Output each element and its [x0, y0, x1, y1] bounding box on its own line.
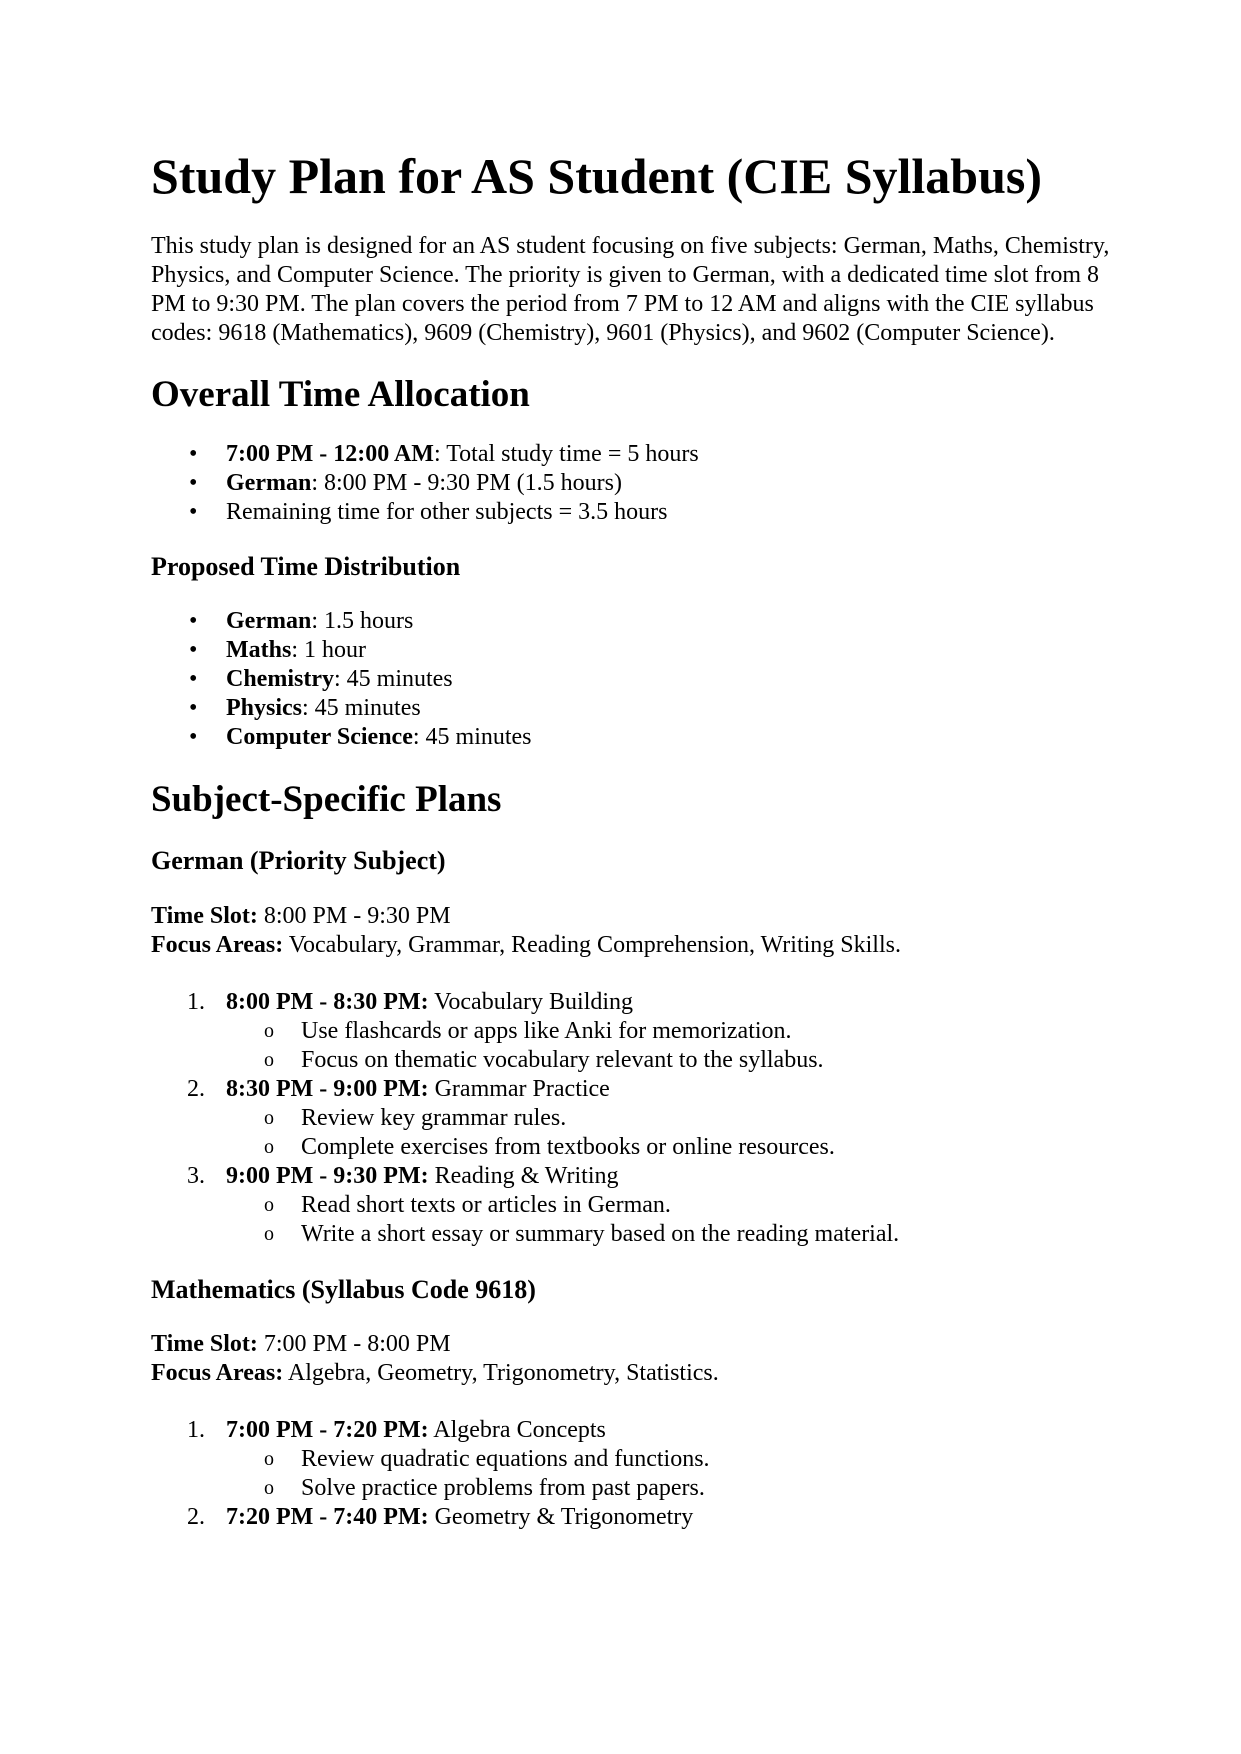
circle-bullet-icon: o [264, 1476, 274, 1499]
item-bold: Physics [226, 695, 303, 722]
sub-item [226, 1133, 1121, 1162]
circle-bullet-icon: o [264, 1048, 274, 1071]
time-slot-line [151, 902, 1121, 931]
list-item [151, 694, 1121, 723]
step-title: Grammar Practice [428, 1075, 610, 1102]
bullet-icon: • [189, 440, 198, 467]
german-steps [151, 988, 1121, 1249]
sub-item [226, 1445, 1121, 1474]
circle-bullet-icon: o [264, 1106, 274, 1129]
item-bold: German [226, 469, 312, 496]
step-time: 9:00 PM - 9:30 PM: [226, 1162, 429, 1189]
list-item [151, 723, 1121, 752]
step-item [151, 1075, 1121, 1162]
item-bold: Chemistry [226, 666, 334, 693]
step-subitems [226, 1017, 1121, 1075]
step-subitems [226, 1191, 1121, 1249]
circle-bullet-icon: o [264, 1447, 274, 1470]
item-text: : 1 hour [291, 637, 367, 664]
focus-areas-label: Focus Areas: [151, 1359, 284, 1386]
sub-item [226, 1191, 1121, 1220]
item-text: : Total study time = 5 hours [433, 440, 699, 467]
intro-paragraph: This study plan is designed for an AS student focusing on five subjects: German, Maths, Chemistry, Physics, and Computer Science. The priority is given to German, with a dedicated time slot from 8 PM to 9:30 PM. The plan covers the period from 7 PM to 12 AM and aligns with the CIE syllabus codes: 9618 (Mathematics), 9609 (Chemistry), 9601 (Physics), and 9602 (Computer Science). [151, 232, 1110, 346]
bullet-icon: • [189, 666, 198, 693]
sub-item-text: Solve practice problems from past papers. [301, 1474, 705, 1501]
step-time: 8:30 PM - 9:00 PM: [226, 1075, 429, 1102]
list-item [151, 636, 1121, 665]
list-item [151, 440, 1121, 469]
page-title: Study Plan for AS Student (CIE Syllabus) [151, 148, 1043, 204]
item-text: Remaining time for other subjects = 3.5 hours [226, 498, 668, 525]
focus-areas-value: Vocabulary, Grammar, Reading Comprehension, Writing Skills. [283, 931, 901, 958]
step-number: 2. [187, 1075, 205, 1102]
circle-bullet-icon: o [264, 1019, 274, 1042]
item-text: : 45 minutes [302, 695, 421, 722]
overall-heading: Overall Time Allocation [151, 373, 530, 415]
maths-slot-info [151, 1330, 1121, 1388]
subject-plans-heading: Subject-Specific Plans [151, 779, 502, 821]
step-time: 7:20 PM - 7:40 PM: [226, 1503, 429, 1530]
sub-item-text: Write a short essay or summary based on the reading material. [301, 1220, 900, 1247]
bullet-icon: • [189, 695, 198, 722]
step-number: 1. [187, 1416, 205, 1443]
time-slot-label: Time Slot: [151, 902, 258, 929]
maths-steps [151, 1416, 1121, 1532]
step-item [151, 988, 1121, 1075]
bullet-icon: • [189, 498, 198, 525]
item-bold: 7:00 PM - 12:00 AM [226, 440, 434, 467]
german-heading: German (Priority Subject) [151, 846, 446, 876]
item-bold: Computer Science [226, 724, 413, 751]
step-time: 7:00 PM - 7:20 PM: [226, 1416, 429, 1443]
overall-list [151, 440, 1121, 527]
step-title: Vocabulary Building [428, 988, 634, 1015]
focus-areas-label: Focus Areas: [151, 931, 284, 958]
maths-heading: Mathematics (Syllabus Code 9618) [151, 1274, 536, 1304]
step-title: Geometry & Trigonometry [428, 1503, 694, 1530]
item-text: : 45 minutes [333, 666, 453, 693]
circle-bullet-icon: o [264, 1135, 274, 1158]
list-item [151, 469, 1121, 498]
focus-areas-line [151, 931, 1121, 960]
step-item [151, 1416, 1121, 1503]
sub-item-text: Read short texts or articles in German. [301, 1191, 671, 1218]
step-number: 1. [187, 988, 205, 1015]
step-title: Algebra Concepts [428, 1416, 606, 1443]
step-number: 2. [187, 1503, 205, 1530]
time-slot-value: 7:00 PM - 8:00 PM [257, 1330, 451, 1357]
item-text: : 45 minutes [412, 724, 532, 751]
focus-areas-value: Algebra, Geometry, Trigonometry, Statistics. [283, 1359, 719, 1386]
time-slot-label: Time Slot: [151, 1330, 258, 1357]
time-slot-value: 8:00 PM - 9:30 PM [257, 902, 451, 929]
sub-item-text: Review quadratic equations and functions. [301, 1445, 710, 1472]
bullet-icon: • [189, 608, 198, 635]
bullet-icon: • [189, 469, 198, 496]
sub-item-text: Use flashcards or apps like Anki for memorization. [301, 1017, 792, 1044]
distribution-heading: Proposed Time Distribution [151, 551, 461, 581]
step-title: Reading & Writing [428, 1162, 619, 1189]
time-slot-line [151, 1330, 1121, 1359]
distribution-list [151, 607, 1121, 752]
sub-item [226, 1104, 1121, 1133]
bullet-icon: • [189, 724, 198, 751]
sub-item [226, 1046, 1121, 1075]
item-bold: German [226, 608, 312, 635]
list-item [151, 665, 1121, 694]
sub-item [226, 1220, 1121, 1249]
sub-item [226, 1474, 1121, 1503]
circle-bullet-icon: o [264, 1193, 274, 1216]
item-text: : 1.5 hours [311, 608, 414, 635]
circle-bullet-icon: o [264, 1222, 274, 1245]
german-slot-info [151, 902, 1121, 960]
item-bold: Maths [226, 637, 292, 664]
sub-item-text: Complete exercises from textbooks or online resources. [301, 1133, 835, 1160]
bullet-icon: • [189, 637, 198, 664]
step-number: 3. [187, 1162, 205, 1189]
step-item [151, 1162, 1121, 1249]
step-subitems [226, 1445, 1121, 1503]
step-subitems [226, 1104, 1121, 1162]
item-text: : 8:00 PM - 9:30 PM (1.5 hours) [311, 469, 622, 496]
list-item [151, 498, 1121, 527]
step-item [151, 1503, 1121, 1532]
sub-item-text: Review key grammar rules. [301, 1104, 567, 1131]
sub-item-text: Focus on thematic vocabulary relevant to the syllabus. [301, 1046, 824, 1073]
sub-item [226, 1017, 1121, 1046]
step-time: 8:00 PM - 8:30 PM: [226, 988, 429, 1015]
focus-areas-line [151, 1359, 1121, 1388]
list-item [151, 607, 1121, 636]
